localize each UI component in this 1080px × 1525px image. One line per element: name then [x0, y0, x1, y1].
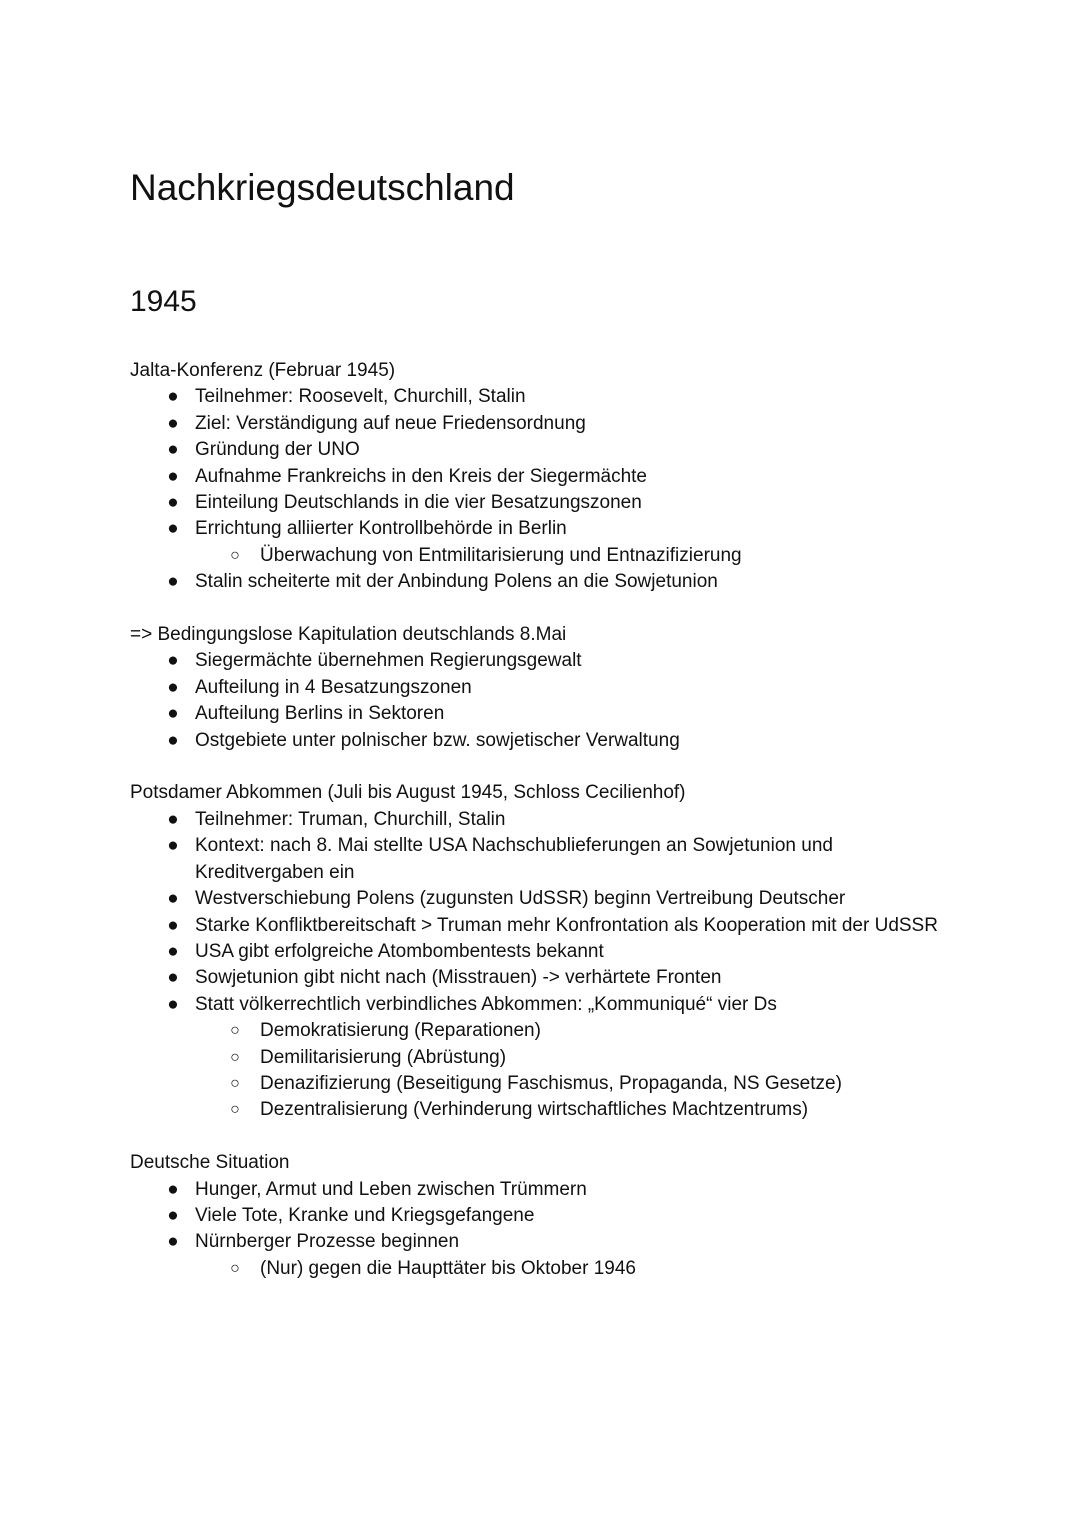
hollow-bullet-icon: ○ [230, 1259, 240, 1277]
filled-bullet-icon: ● [167, 940, 179, 962]
list-item [130, 1177, 950, 1203]
filled-bullet-icon: ● [167, 835, 179, 857]
filled-bullet-icon: ● [167, 439, 179, 461]
filled-bullet-icon: ● [167, 703, 179, 725]
sub-list-item [130, 1256, 950, 1282]
hollow-bullet-icon: ○ [230, 546, 240, 564]
list-item-text: USA gibt erfolgreiche Atombombentests bekannt [195, 940, 604, 962]
list-item-text: Demilitarisierung (Abrüstung) [260, 1046, 507, 1068]
sub-list-item [130, 1018, 950, 1044]
list-item [130, 437, 950, 463]
list-item [130, 913, 950, 939]
filled-bullet-icon: ● [167, 650, 179, 672]
filled-bullet-icon: ● [167, 1178, 179, 1200]
list-item-text: Denazifizierung (Beseitigung Faschismus, Propaganda, NS Gesetze) [260, 1072, 842, 1094]
list-item-text: Westverschiebung Polens (zugunsten UdSSR) beginn Vertreibung Deutscher [195, 888, 846, 910]
list-item [130, 833, 950, 886]
list-item-text: Nürnberger Prozesse beginnen [195, 1231, 460, 1253]
list-item-text: Ostgebiete unter polnischer bzw. sowjetischer Verwaltung [195, 729, 680, 751]
list-item [130, 411, 950, 437]
list-item [130, 992, 950, 1018]
bullet-list [130, 648, 950, 754]
list-item-text: Errichtung alliierter Kontrollbehörde in Berlin [195, 518, 567, 540]
filled-bullet-icon: ● [167, 386, 179, 408]
list-item-text: Teilnehmer: Roosevelt, Churchill, Stalin [195, 386, 526, 408]
section [130, 358, 950, 596]
list-item-text: Starke Konfliktbereitschaft > Truman mehr Konfrontation als Kooperation mit der UdSSR [195, 914, 938, 936]
filled-bullet-icon: ● [167, 993, 179, 1015]
list-item [130, 728, 950, 754]
hollow-bullet-icon: ○ [230, 1022, 240, 1040]
list-item-text: Aufteilung Berlins in Sektoren [195, 703, 445, 725]
list-item-text: Aufnahme Frankreichs in den Kreis der Siegermächte [195, 465, 648, 487]
document-body [130, 358, 950, 1309]
sub-list-item [130, 1071, 950, 1097]
sub-list-item [130, 543, 950, 569]
filled-bullet-icon: ● [167, 571, 179, 593]
list-item-text: Ziel: Verständigung auf neue Friedensordnung [195, 412, 586, 434]
filled-bullet-icon: ● [167, 914, 179, 936]
list-item-text: Stalin scheiterte mit der Anbindung Polens an die Sowjetunion [195, 571, 718, 593]
section [130, 780, 950, 1123]
list-item [130, 807, 950, 833]
document-title: Nachkriegsdeutschland [130, 167, 515, 208]
list-item [130, 939, 950, 965]
list-item-text: Gründung der UNO [195, 439, 360, 461]
list-item-text: Siegermächte übernehmen Regierungsgewalt [195, 650, 582, 672]
list-item-text: Kontext: nach 8. Mai stellte USA Nachschublieferungen an Sowjetunion und Kreditvergaben ein [195, 835, 833, 883]
filled-bullet-icon: ● [167, 888, 179, 910]
list-item-text: Demokratisierung (Reparationen) [260, 1020, 541, 1042]
section-heading: Potsdamer Abkommen (Juli bis August 1945, Schloss Cecilienhof) [130, 782, 686, 804]
bullet-list [130, 807, 950, 1124]
list-item [130, 648, 950, 674]
bullet-list [130, 384, 950, 595]
list-item-text: Einteilung Deutschlands in die vier Besatzungszonen [195, 492, 642, 514]
section-heading: Jalta-Konferenz (Februar 1945) [130, 360, 396, 381]
list-item [130, 384, 950, 410]
filled-bullet-icon: ● [167, 967, 179, 989]
list-item-text: Statt völkerrechtlich verbindliches Abkommen: „Kommuniqué“ vier Ds [195, 993, 777, 1015]
filled-bullet-icon: ● [167, 465, 179, 487]
year-heading: 1945 [130, 285, 197, 318]
list-item-text: (Nur) gegen die Haupttäter bis Oktober 1946 [260, 1257, 636, 1279]
hollow-bullet-icon: ○ [230, 1074, 240, 1092]
list-item-text: Teilnehmer: Truman, Churchill, Stalin [195, 808, 506, 830]
list-item-text: Hunger, Armut und Leben zwischen Trümmern [195, 1178, 587, 1200]
filled-bullet-icon: ● [167, 729, 179, 751]
list-item [130, 886, 950, 912]
list-item [130, 1229, 950, 1255]
filled-bullet-icon: ● [167, 518, 179, 540]
section-heading: => Bedingungslose Kapitulation deutschlands 8.Mai [130, 624, 567, 646]
section [130, 1150, 950, 1282]
list-item [130, 701, 950, 727]
list-item [130, 965, 950, 991]
filled-bullet-icon: ● [167, 412, 179, 434]
filled-bullet-icon: ● [167, 808, 179, 830]
list-item [130, 490, 950, 516]
list-item [130, 675, 950, 701]
list-item [130, 1203, 950, 1229]
list-item-text: Viele Tote, Kranke und Kriegsgefangene [195, 1204, 535, 1226]
sub-list-item [130, 1045, 950, 1071]
sub-list-item [130, 1097, 950, 1123]
list-item-text: Überwachung von Entmilitarisierung und Entnazifizierung [260, 544, 742, 566]
hollow-bullet-icon: ○ [230, 1048, 240, 1066]
section [130, 622, 950, 754]
filled-bullet-icon: ● [167, 1204, 179, 1226]
filled-bullet-icon: ● [167, 676, 179, 698]
list-item-text: Aufteilung in 4 Besatzungszonen [195, 676, 472, 698]
list-item-text: Dezentralisierung (Verhinderung wirtschaftliches Machtzentrums) [260, 1099, 809, 1121]
list-item [130, 516, 950, 542]
list-item [130, 464, 950, 490]
list-item-text: Sowjetunion gibt nicht nach (Misstrauen) -> verhärtete Fronten [195, 967, 722, 989]
bullet-list [130, 1177, 950, 1283]
filled-bullet-icon: ● [167, 1231, 179, 1253]
hollow-bullet-icon: ○ [230, 1101, 240, 1119]
section-heading: Deutsche Situation [130, 1152, 290, 1174]
filled-bullet-icon: ● [167, 492, 179, 514]
list-item [130, 569, 950, 595]
